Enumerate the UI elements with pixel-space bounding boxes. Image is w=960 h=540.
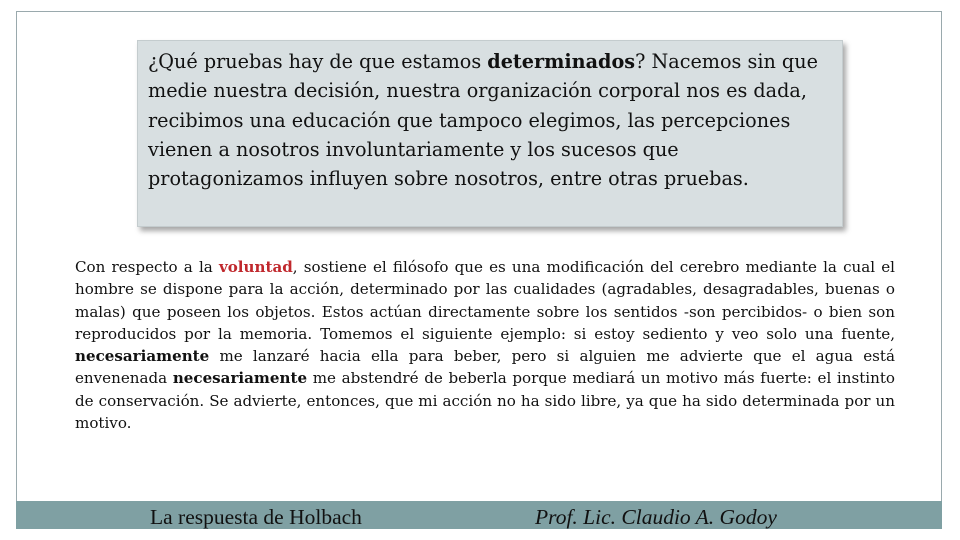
body-text-1: Con respecto a la — [75, 258, 219, 276]
body-keyword-necesariamente-2: necesariamente — [172, 369, 308, 388]
quote-keyword: determinados — [487, 50, 636, 73]
quote-box — [137, 40, 843, 227]
body-keyword-necesariamente-1: necesariamente — [75, 347, 210, 366]
body-paragraph — [75, 256, 895, 434]
body-keyword-voluntad: voluntad — [218, 258, 293, 276]
body-text-3: me lanzaré hacia ella para beber, pero si alguien me advierte que el agua está envenenada — [75, 347, 895, 388]
quote-text-start: ¿Qué pruebas hay de que estamos — [148, 50, 488, 73]
footer-title: La respuesta de Holbach — [150, 505, 362, 529]
footer-author: Prof. Lic. Claudio A. Godoy — [535, 505, 777, 529]
body-text-4: me abstendré de beberla porque mediará un motivo más fuerte: el instinto de conservación. Se advierte, entonces, que mi acción no ha sido libre, ya que ha sido determinada por un motivo. — [75, 369, 895, 433]
quote-text-end: ? Nacemos sin que medie nuestra decisión, nuestra organización corporal nos es dada, recibimos una educación que tampoco elegimos, las percepciones vienen a nosotros involuntariamente y los sucesos que protagonizamos influyen sobre nosotros, entre otras pruebas. — [148, 50, 818, 191]
body-text-2: , sostiene el filósofo que es una modificación del cerebro mediante la cual el hombre se dispone para la acción, determinado por las cualidades (agradables, desagradables, buenas o malas) que poseen los objetos. Estos actúan directamente sobre los sentidos -son percibidos- o bien son reproducidos por la memoria. Tomemos el siguiente ejemplo: si estoy sediento y veo solo una fuente, — [75, 258, 896, 343]
